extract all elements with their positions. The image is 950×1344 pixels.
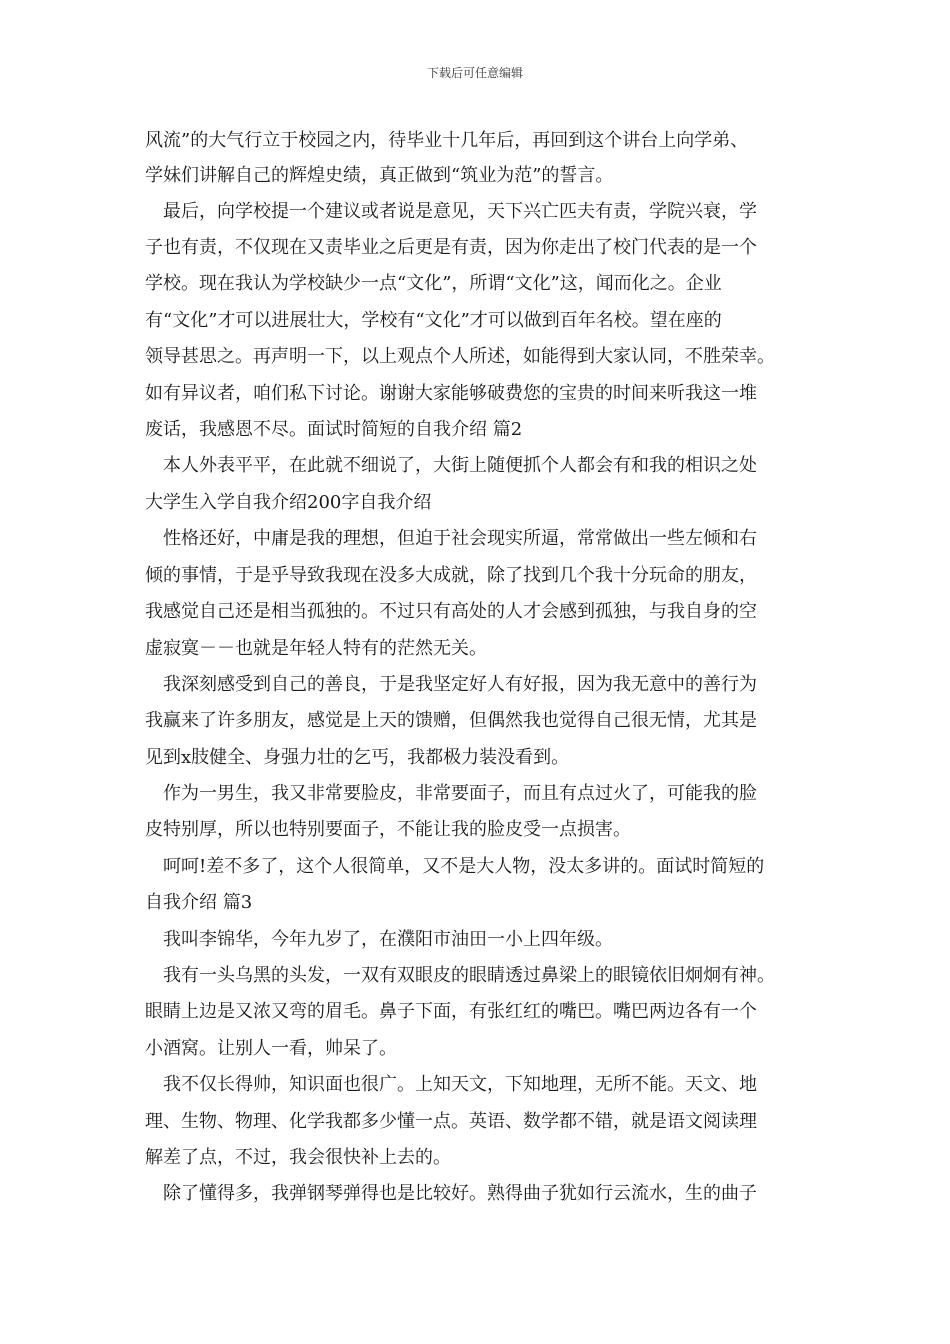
text-line: 解差了点，不过，我会很快补上去的。: [145, 1147, 451, 1168]
text-line: 本人外表平平，在此就不细说了，大街上随便抓个人都会有和我的相识之处: [145, 455, 757, 476]
text-line: 有“文化”才可以进展壮大，学校有“文化”才可以做到百年名校。望在座的: [145, 310, 722, 331]
page-header: 下载后可任意编辑: [426, 66, 523, 80]
text-line: 皮特别厚，所以也特别要面子，不能让我的脸皮受一点损害。: [145, 819, 631, 840]
text-line: 眼睛上边是又浓又弯的眉毛。鼻子下面，有张红红的嘴巴。嘴巴两边各有一个: [145, 1001, 757, 1022]
text-line: 见到x肢健全、身强力壮的乞丐，我都极力装没看到。: [145, 747, 570, 768]
text-line: 我不仅长得帅，知识面也很广。上知天文，下知地理，无所不能。天文、地: [145, 1074, 757, 1095]
text-line: 学妹们讲解自己的辉煌史绩，真正做到“筑业为范”的誓言。: [145, 165, 614, 186]
text-line: 学校。现在我认为学校缺少一点“文化”，所谓“文化”这，闻而化之。企业: [145, 273, 722, 294]
text-line: 最后，向学校提一个建议或者说是意见，天下兴亡匹夫有责，学院兴衰，学: [145, 201, 757, 222]
text-line: 子也有责，不仅现在又责毕业之后更是有责，因为你走出了校门代表的是一个: [145, 237, 757, 258]
text-line: 风流”的大气行立于校园之内，待毕业十几年后，再回到这个讲台上向学弟、: [145, 130, 749, 151]
text-line: 性格还好，中庸是我的理想，但迫于社会现实所逼，常常做出一些左倾和右: [145, 528, 757, 549]
text-line: 我赢来了许多朋友，感觉是上天的馈赠，但偶然我也觉得自己很无情，尤其是: [145, 710, 757, 731]
text-line: 我感觉自己还是相当孤独的。不过只有高处的人才会感到孤独，与我自身的空: [145, 601, 757, 622]
text-line: 我叫李锦华，今年九岁了，在濮阳市油田一小上四年级。: [145, 929, 613, 950]
text-line: 大学生入学自我介绍200字自我介绍: [145, 492, 432, 513]
text-line: 自我介绍 篇3: [145, 892, 253, 913]
text-line: 废话，我感恩不尽。面试时简短的自我介绍 篇2: [145, 419, 523, 440]
text-line: 倾的事情，于是乎导致我现在没多大成就，除了找到几个我十分玩命的朋友，: [145, 565, 757, 586]
text-line: 如有异议者，咱们私下讨论。谢谢大家能够破费您的宝贵的时间来听我这一堆: [145, 383, 757, 404]
text-line: 理、生物、物理、化学我都多少懂一点。英语、数学都不错，就是语文阅读理: [145, 1111, 757, 1132]
text-line: 除了懂得多，我弹钢琴弹得也是比较好。熟得曲子犹如行云流水，生的曲子: [145, 1183, 757, 1204]
text-line: 作为一男生，我又非常要脸皮，非常要面子，而且有点过火了，可能我的脸: [145, 783, 757, 804]
text-line: 小酒窝。让别人一看，帅呆了。: [145, 1038, 397, 1059]
text-line: 我有一头乌黑的头发，一双有双眼皮的眼睛透过鼻梁上的眼镜依旧炯炯有神。: [145, 965, 775, 986]
text-line: 呵呵!差不多了，这个人很简单，又不是大人物，没太多讲的。面试时简短的: [145, 856, 765, 877]
text-line: 虚寂寞－－也就是年轻人特有的茫然无关。: [145, 638, 487, 659]
text-line: 领导甚思之。再声明一下，以上观点个人所述，如能得到大家认同，不胜荣幸。: [145, 346, 775, 367]
text-line: 我深刻感受到自己的善良，于是我坚定好人有好报，因为我无意中的善行为: [145, 674, 757, 695]
